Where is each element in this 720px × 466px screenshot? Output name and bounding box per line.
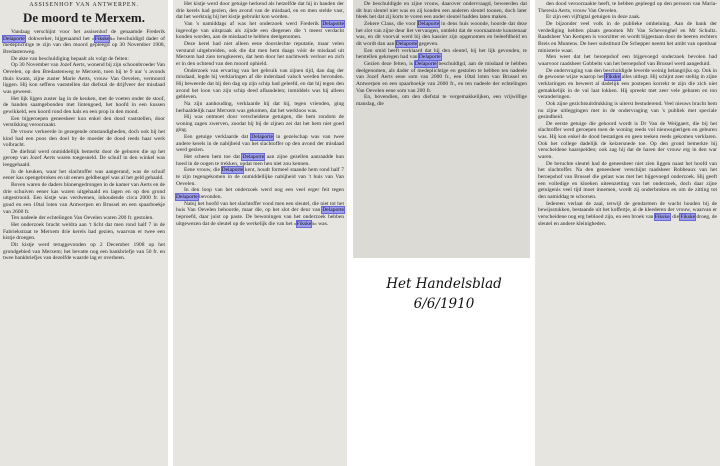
paragraph: Eene vrouw, die Delaporte kent, houdt formeel staande hem rond half 7 te zijn tegengekomen in de onmiddellijke nabijheid van 't huis van Van Oevelen. — [176, 167, 344, 187]
highlighted-name: Delaporte — [395, 40, 418, 47]
paragraph: Nabij het hoofd van het slachtoffer vond men een sleutel, die niet tot het huis Van Oevelen behoorde, maar die, op het slot der deur van Delaporte beproefd, daar juist op paste. De bewoningen van het onderzoek hebben uitgewezen dat de sleutel op de werkelijk die van het «Fiksken» was. — [176, 200, 344, 227]
paragraph: Het scheen hem toe dat Delaporte aan zijne gezellen aanraadde hun hoed in de oogen te trekken, opdat men hen niet zou kennen. — [176, 154, 344, 167]
paragraph: Van 's namiddags af was het onderzoek werd Frederik Delaporte ingevolge van uitspraak als zijnde een diegenen die 't meest verdacht konden worden, aan de misdaad te hebben deelgenomen. — [176, 20, 344, 41]
paragraph: In den loop van het onderzoek werd nog een veel erger feit tegen Delaporte bevonden. — [176, 187, 344, 201]
caption-date: 6/6/1910 — [413, 296, 475, 312]
paragraph: De akte van beschuldiging bepaalt als volgt de feiten: — [11, 55, 129, 62]
paragraph: De beruchte sleutel had de geneesheer niet zien liggen naast het hoofd van het slachtoffer. Na den geneesheer verschijnt raadsheer Robbeaux van het beroepshof van Brussel die gelast was met het bijgevoegd onderzoek. Hij geeft een volledige en kloeken uiteenzetting van het onderzoek, doch daar zijne getuigenis veel tijd moet innemen, wordt zij onderbroken en om de zitting tot den namiddag te schorsen. — [538, 160, 717, 201]
column-3 — [353, 0, 530, 258]
paragraph: Onderzoek van ervaring van het gebruik van zijnen tijd, dan dag der misdaad, legde hij verklaringen af die inderdaad valsch werden bevonden. Hij beweerde dat hij den dag op zijn schip had geleefd, en dat hij tegen den avond het loon van zijn schip deed afhandelen; inmiddels was hij alleen gebleven. — [176, 67, 344, 101]
highlighted-name: Delaporte — [242, 154, 265, 161]
column-1 — [0, 0, 168, 466]
column-4-text — [538, 1, 717, 227]
paragraph: In de keuken, waar het slachtoffer was aangerand, was de schuif eener kas opengebroken en uit eenen geldbeugel was al het geld gehaald. — [3, 168, 165, 182]
paragraph: De diefstal werd onmiddellijk bemerkt door de geburen die op het geroep van Jozef Aerts waren toegesneld. De schuif in den winkel was leeggehaald. — [3, 148, 165, 169]
paragraph: Een smid heeft verklaard dat hij den sleutel, bij het lijk gevonden, te herstellen gekregen had van Delaporte. — [356, 47, 527, 61]
paragraph: Een bijgeroepen geneesheer kon enkel den dood vaststellen, door verstikking veroorzaakt. — [3, 115, 165, 129]
paragraph: den dood veroorzaakte heeft, te hebben gepleegd op den persoon van Maria-Theresia Aerts, vrouw Van Oevelen. — [538, 1, 717, 14]
paragraph: Deze kerel had niet alleen eene doorslechte reputatie, maar velen verstand uitgebreiden, ook die dat men hem daags vóór de misdaad uit Merxem had zien terugkeeren, dat hem door het nachtwerk verloor en zich er in den ochtend van den moord ophield. — [176, 40, 344, 67]
highlighted-name: Delaporte — [417, 20, 440, 27]
paragraph: De beschuldigde en zijne vrouw, daarover ondervraagd, beweerden dat dit hun sleutel niet was en zij konden een anderen sleutel toonen, doch later bleek het dat zij korts te voren een ander sleutel hadden laten maken. — [356, 1, 527, 21]
column-1-text — [3, 29, 165, 262]
paragraph: Iedereen verlaat de zaal, terwijl de gendarmen de wacht houden bij de bewijsstukken, bestaande uit het koffertje, al de kleederen der vrouw, waarvan er verscheidene nog erg bebloed zijn, en een broek van Fikske, die Fikske droeg, de sleutel en andere kleinigheden. — [538, 200, 717, 227]
paragraph: Het onderzoek bracht weldra aan 't licht dat men rond half 7 in de Fabriekstraat te Merxem drie kerels had gezien, waarvan er twee een kistje droegen. — [3, 222, 165, 242]
paragraph: Hij was ontmoet door verscheidene getuigen, die hem rondom de woning zagen zwerven, zoodat hij bij de zijnen zei dat het hem niet goed ging. — [176, 114, 344, 134]
section-label: ASSISENHOF VAN ANTWERPEN. — [29, 2, 139, 8]
column-2 — [173, 0, 347, 466]
highlighted-name: Delaporte — [251, 134, 273, 141]
paragraph: Vandaag verschijnt voor het assisenhof de genaamde Frederik Delaporte, dokwerker, bijgenaamd het «Fiksken» beschuldigd dader of medeplichtige te zijn van den moord gepleegd op 30 November 1908, Bredastenweg. — [3, 29, 165, 55]
column-4 — [535, 0, 720, 466]
highlighted-name: Fikske — [605, 74, 621, 81]
paragraph: De ondervraging van den beschuldigde leverde weinig belangrijks op. Ook in de gewoone wijze waarop het Fikske alles uitlegt. Hij schijnt zeer stellig in zijne verklaringen en beweert al dadelijk een postepen korrekt te zijn die zich niet gemakkelijk in de val laat lokken. Hij spreekt met zeer vele gebaren en ton veranderingen. — [538, 67, 717, 101]
highlighted-name: Fikske — [94, 35, 110, 42]
paragraph: Het lijk lijgen zuster lag in de keuken, met de voeten onder de stoof, de handen saamgebonden met lintengoed, het hoofd in een kussen gewikkeld, een koord rond den hals en een prop in den mond. — [3, 95, 165, 115]
highlighted-name: Delaporte — [322, 20, 344, 27]
highlighted-name: Delaporte — [176, 194, 198, 201]
paragraph: Op 30 November van Jozef Aerts, wonend bij zijn schoonbroeder Van Oevelen, op den Bredastenweg te Merxem, toen hij te 9 uur 's avonds thuis kwam, zijne zuster Marie Aerts, vrouw Van Oevelen, vermoord liggen. Hij kon seffens vaststellen dat diefstal de drijfveer der misdaad was geweest. — [3, 62, 166, 95]
column-3-text — [356, 1, 527, 108]
highlighted-name: Delaporte — [418, 54, 441, 61]
highlighted-name: Delaporte — [3, 35, 25, 42]
article-headline: De moord te Merxem. — [23, 10, 145, 25]
highlighted-name: Delaporte — [414, 60, 437, 67]
paragraph: En, bovendien, om den diefstal te vergemakkelijken, een vrijwillige manslag, die — [356, 94, 527, 107]
caption-title: Het Handelsblad — [386, 276, 502, 292]
paragraph: Het kistje werd door getuige herkend als hetzelfde dat hij in handen der drie kerels had gezien, den avond van de misdaad, en en men stelde vast, dat het werktuig bij het kistje gebruikt kon worden. — [176, 1, 344, 21]
paragraph: De bijzonder veel volk in de publieke omheining. Aan de bank der verdediging hebben plaats genomen Mr Van Schevenghel en Mr Schultz. Raadsheer Van Kempen is voorzitter en wordt bijgestaan door de heeren rechters Breis en Muntens. De heer substituut De Schepper neemt het ambt van openbaar ministerie waar. — [538, 20, 717, 54]
paragraph: Men weet dat het beroepshof een bijgevoegd onderzoek bevolen had waarvoor raadsheer Gobbelts van het beroepshof van Brussel werd aangeduid. — [538, 54, 717, 67]
paragraph: Dit kistje werd teruggevonden op 2 December 1908 op het grondgebied van Merxem; het bevatte nog een bankbriefje van 50 fr. en twee bankbriefjes van dezelfde waarde lag er overheen. — [3, 242, 165, 262]
paragraph: Gezien deze feiten, is Delaporte beschuldigd, aan de misdaad te hebben deelgenomen, als dader of medeplichtige en gestolen te hebben ten nadeele van Jozef Aerts eene som van 2000 fr., een 10tal loten van Brussel en Antwerpen en een spaarboekje van 2600 fr., en ten nadeele der echtelingen Van Oevelen eene som van 200 fr. — [356, 60, 527, 94]
highlighted-name: Delaporte — [221, 167, 244, 174]
paragraph: Boven waren de daders binnengedrongen in de kamer van Aerts en de drie schuiven eener kas waren uitgehaald en lagen en op den grond uitgestrooid. Een kistje was verdwenen, inhoudende circa 2000 fr. in goud en een 10tal loten van Antwerpen en Brussel en een spaarboekje van 2600 fr. — [3, 182, 165, 215]
highlighted-name: Fikske — [654, 214, 670, 220]
paragraph: De vrouw verkeerde in gezegende omstandigheden, doch ook bij het kind had een poos den doel by de moeder de dood reeds haar werk volbracht. — [3, 128, 165, 149]
highlighted-name: Delaporte — [322, 207, 344, 214]
paragraph: Ook zijne gezichtsuitdrukking is uiterst bestuderend. Veel nieuws bracht hem nu zijne uitleggingen met in de ondervraging van 's publiek met speciale gesindheid. — [538, 100, 717, 121]
paragraph: De eerste getuige die gehoord wordt is Dr Van de Weijgaert, die bij het slachtoffer werd geroepen toen de woning reeds vol nieuwsgierigen en geburen was. Hij kon enkel de dood bestatigen en geen teeken reeds gekomen verklaren. Ook het college dadelijk de keizersnede toe. Op den grond bemerkte hij verscheidene haarspelden; ook zag hij dat de haren der vrouw erg in den war waren. — [538, 120, 717, 161]
highlighted-name: Fikske — [296, 220, 312, 227]
paragraph: Er zijn een vijftigtal getuigen in deze zaak. — [546, 14, 641, 21]
paragraph: Ten nadeele der echtelingen Van Oevelen waren 200 fr. gestolen. — [11, 215, 154, 222]
paragraph: Een getuige verklaarde dat Delaporte in gezelschap was van twee andere kerels in de nabijheid van het slachtoffer op den avond der misdaad werd gezien. — [176, 134, 345, 154]
paragraph: Zekere Claus, die voor Delaporte in dens huis woonde, hoorde dat deze het slot van zijne deur liet vervangen, ontdekt dat de voornaamste kunstenaar was, en dit voorval werd bij den kassier zijn opgenomen en beleefdheid en dit wordt dan aan Delaporte gegeven. — [356, 20, 527, 47]
paragraph: Na zijn aanhouding, verklaarde hij dat hij, tegen vrienden, ging herhaaldelijk naar Merxem was gekomen, dat het werkloos was. — [176, 100, 344, 114]
caption — [360, 274, 528, 314]
column-2-text — [176, 1, 344, 227]
highlighted-name: Fikske — [680, 214, 696, 220]
